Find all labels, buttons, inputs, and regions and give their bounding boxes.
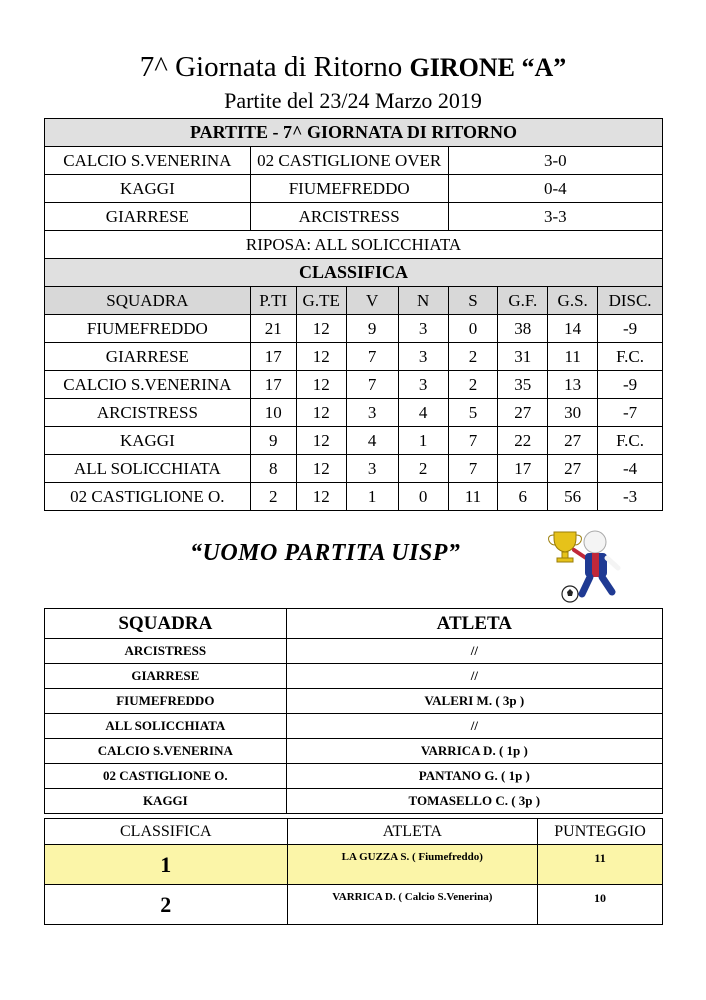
- standings-header-row: [45, 287, 663, 315]
- title-main: 7^ Giornata di Ritorno: [139, 51, 403, 83]
- match-row: [45, 203, 663, 231]
- uomo-partita-row: [45, 789, 663, 814]
- col-header-punteggio: PUNTEGGIO: [538, 819, 663, 845]
- uomo-team: FIUMEFREDDO: [45, 689, 287, 714]
- standings-cell: 3: [398, 371, 448, 399]
- match-away: 02 CASTIGLIONE OVER: [250, 147, 448, 175]
- standings-team: KAGGI: [45, 427, 251, 455]
- standings-cell: -7: [598, 399, 663, 427]
- col-header: V: [346, 287, 398, 315]
- ranking-points: 10: [538, 885, 663, 925]
- ranking-row: [45, 885, 663, 925]
- standings-row: [45, 371, 663, 399]
- match-away: FIUMEFREDDO: [250, 175, 448, 203]
- standings-cell: 7: [346, 343, 398, 371]
- standings-cell: F.C.: [598, 427, 663, 455]
- standings-cell: 12: [296, 483, 346, 511]
- standings-cell: 7: [448, 455, 498, 483]
- match-home: KAGGI: [45, 175, 251, 203]
- standings-cell: 2: [250, 483, 296, 511]
- col-header: S: [448, 287, 498, 315]
- standings-row: [45, 315, 663, 343]
- uomo-partita-row: [45, 764, 663, 789]
- uomo-athlete: VALERI M. ( 3p ): [286, 689, 662, 714]
- col-header-squadra: SQUADRA: [45, 609, 287, 639]
- standings-cell: 1: [398, 427, 448, 455]
- uomo-athlete: //: [286, 664, 662, 689]
- standings-cell: 3: [398, 315, 448, 343]
- uomo-partita-row: [45, 689, 663, 714]
- matches-heading: PARTITE - 7^ GIORNATA DI RITORNO: [45, 119, 663, 147]
- uomo-team: 02 CASTIGLIONE O.: [45, 764, 287, 789]
- col-header: G.F.: [498, 287, 548, 315]
- ranking-row: [45, 845, 663, 885]
- uomo-partita-title: “UOMO PARTITA UISP”: [190, 540, 461, 566]
- standings-cell: 31: [498, 343, 548, 371]
- matches-and-standings-table: [44, 118, 663, 511]
- ranking-athlete: VARRICA D. ( Calcio S.Venerina): [287, 885, 537, 925]
- standings-cell: 4: [398, 399, 448, 427]
- col-header: DISC.: [598, 287, 663, 315]
- standings-cell: 21: [250, 315, 296, 343]
- standings-cell: 2: [448, 343, 498, 371]
- uomo-athlete: TOMASELLO C. ( 3p ): [286, 789, 662, 814]
- standings-cell: 10: [250, 399, 296, 427]
- match-score: 3-3: [448, 203, 662, 231]
- match-home: CALCIO S.VENERINA: [45, 147, 251, 175]
- ranking-position: 2: [45, 885, 288, 925]
- uomo-partita-row: [45, 664, 663, 689]
- uomo-athlete: //: [286, 639, 662, 664]
- col-header-classifica: CLASSIFICA: [45, 819, 288, 845]
- uomo-partita-row: [45, 639, 663, 664]
- match-away: ARCISTRESS: [250, 203, 448, 231]
- standings-cell: 11: [448, 483, 498, 511]
- match-row: [45, 175, 663, 203]
- standings-cell: 4: [346, 427, 398, 455]
- standings-cell: 17: [250, 371, 296, 399]
- standings-cell: 3: [346, 455, 398, 483]
- standings-cell: -4: [598, 455, 663, 483]
- standings-cell: 12: [296, 427, 346, 455]
- uomo-partita-row: [45, 739, 663, 764]
- standings-cell: 17: [498, 455, 548, 483]
- uomo-athlete: //: [286, 714, 662, 739]
- standings-cell: 5: [448, 399, 498, 427]
- ranking-position: 1: [45, 845, 288, 885]
- standings-cell: 35: [498, 371, 548, 399]
- standings-team: ALL SOLICCHIATA: [45, 455, 251, 483]
- match-row: [45, 147, 663, 175]
- col-header: N: [398, 287, 448, 315]
- standings-cell: 14: [548, 315, 598, 343]
- standings-cell: 6: [498, 483, 548, 511]
- standings-cell: 27: [548, 427, 598, 455]
- standings-cell: 12: [296, 315, 346, 343]
- uomo-athlete: PANTANO G. ( 1p ): [286, 764, 662, 789]
- standings-cell: -3: [598, 483, 663, 511]
- standings-cell: 0: [448, 315, 498, 343]
- standings-cell: 12: [296, 343, 346, 371]
- standings-team: CALCIO S.VENERINA: [45, 371, 251, 399]
- page-title: [0, 50, 706, 85]
- uomo-team: KAGGI: [45, 789, 287, 814]
- standings-cell: 8: [250, 455, 296, 483]
- uomo-team: ALL SOLICCHIATA: [45, 714, 287, 739]
- standings-cell: 2: [398, 455, 448, 483]
- player-ranking-table: [44, 818, 663, 925]
- standings-cell: 11: [548, 343, 598, 371]
- col-header: P.TI: [250, 287, 296, 315]
- standings-row: [45, 343, 663, 371]
- uomo-team: GIARRESE: [45, 664, 287, 689]
- standings-cell: 3: [346, 399, 398, 427]
- col-header: SQUADRA: [45, 287, 251, 315]
- standings-team: ARCISTRESS: [45, 399, 251, 427]
- standings-row: [45, 483, 663, 511]
- standings-row: [45, 455, 663, 483]
- uomo-team: CALCIO S.VENERINA: [45, 739, 287, 764]
- standings-cell: 17: [250, 343, 296, 371]
- ranking-points: 11: [538, 845, 663, 885]
- ranking-athlete: LA GUZZA S. ( Fiumefreddo): [287, 845, 537, 885]
- standings-row: [45, 399, 663, 427]
- standings-cell: 27: [498, 399, 548, 427]
- standings-cell: 1: [346, 483, 398, 511]
- standings-cell: -9: [598, 371, 663, 399]
- uomo-team: ARCISTRESS: [45, 639, 287, 664]
- standings-heading: CLASSIFICA: [45, 259, 663, 287]
- standings-cell: 13: [548, 371, 598, 399]
- rest-team: RIPOSA: ALL SOLICCHIATA: [45, 231, 663, 259]
- standings-cell: 9: [346, 315, 398, 343]
- uomo-partita-table: [44, 608, 663, 814]
- standings-cell: F.C.: [598, 343, 663, 371]
- match-score: 0-4: [448, 175, 662, 203]
- uomo-athlete: VARRICA D. ( 1p ): [286, 739, 662, 764]
- page-subtitle: Partite del 23/24 Marzo 2019: [224, 88, 482, 113]
- standings-cell: 38: [498, 315, 548, 343]
- standings-team: GIARRESE: [45, 343, 251, 371]
- col-header-atleta: ATLETA: [287, 819, 537, 845]
- col-header: G.S.: [548, 287, 598, 315]
- standings-cell: 12: [296, 371, 346, 399]
- standings-cell: 22: [498, 427, 548, 455]
- standings-cell: 9: [250, 427, 296, 455]
- standings-cell: -9: [598, 315, 663, 343]
- standings-cell: 7: [346, 371, 398, 399]
- title-girone: GIRONE “A”: [409, 53, 567, 82]
- standings-cell: 12: [296, 399, 346, 427]
- standings-cell: 12: [296, 455, 346, 483]
- match-home: GIARRESE: [45, 203, 251, 231]
- standings-row: [45, 427, 663, 455]
- standings-cell: 7: [448, 427, 498, 455]
- standings-cell: 2: [448, 371, 498, 399]
- standings-cell: 3: [398, 343, 448, 371]
- uomo-partita-row: [45, 714, 663, 739]
- standings-team: 02 CASTIGLIONE O.: [45, 483, 251, 511]
- standings-cell: 56: [548, 483, 598, 511]
- soccer-player-trophy-icon: [540, 520, 630, 605]
- standings-cell: 0: [398, 483, 448, 511]
- standings-team: FIUMEFREDDO: [45, 315, 251, 343]
- match-score: 3-0: [448, 147, 662, 175]
- col-header: G.TE: [296, 287, 346, 315]
- col-header-atleta: ATLETA: [286, 609, 662, 639]
- standings-cell: 27: [548, 455, 598, 483]
- standings-cell: 30: [548, 399, 598, 427]
